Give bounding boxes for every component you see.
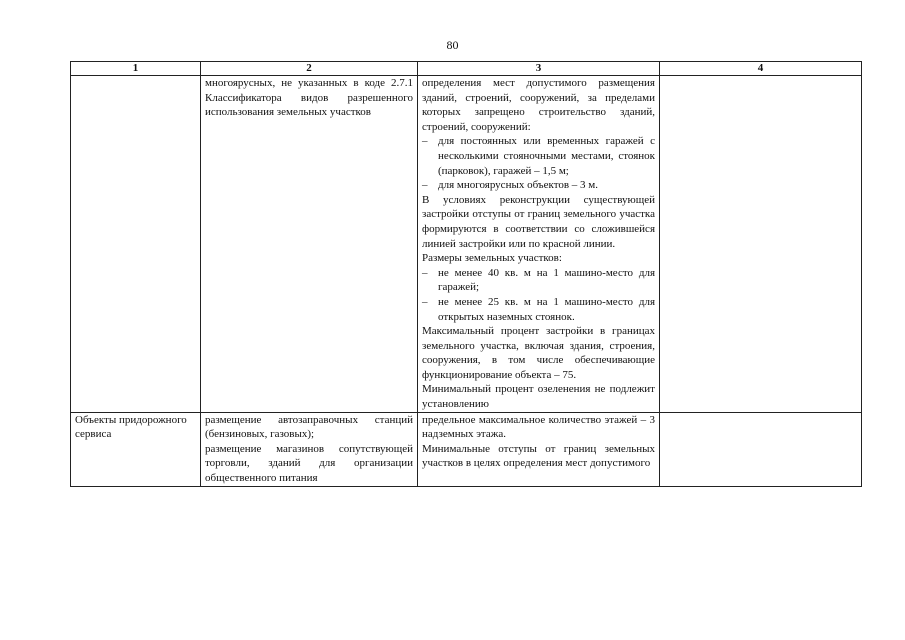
list-item-text: не менее 40 кв. м на 1 машино-место для гаражей; bbox=[438, 266, 655, 294]
cell-col-4 bbox=[660, 412, 862, 486]
dash-marker: – bbox=[422, 295, 428, 308]
document-table bbox=[70, 61, 862, 487]
header-col-1: 1 bbox=[71, 62, 201, 76]
table-row bbox=[71, 76, 862, 413]
cell-paragraph: размещение магазинов сопутствующей торговли, зданий для организации общественного питания bbox=[205, 442, 413, 485]
cell-col-1: Объекты придорожного сервиса bbox=[71, 412, 201, 486]
list-item bbox=[422, 134, 655, 178]
cell-paragraph: размещение автозаправочных станций (бензиновых, газовых); bbox=[205, 413, 413, 441]
cell-col-2 bbox=[201, 412, 418, 486]
cell-paragraph: многоярусных, не указанных в коде 2.7.1 Классификатора видов разрешенного использования земельных участков bbox=[205, 77, 413, 119]
cell-col-4 bbox=[660, 76, 862, 413]
cell-paragraph: определения мест допустимого размещения зданий, строений, сооружений, за пределами которых запрещено строительство зданий, строений, сооружений: bbox=[422, 77, 655, 133]
header-col-3: 3 bbox=[418, 62, 660, 76]
cell-col-2 bbox=[201, 76, 418, 413]
table-row bbox=[71, 412, 862, 486]
cell-paragraph: предельное максимальное количество этажей – 3 надземных этажа. bbox=[422, 413, 655, 441]
cell-col-3 bbox=[418, 412, 660, 486]
cell-paragraph: В условиях реконструкции существующей застройки отступы от границ земельного участка формируются в соответствии со сложившейся линией застройки или по красной линии. bbox=[422, 193, 655, 250]
list-item bbox=[422, 178, 655, 193]
header-col-2: 2 bbox=[201, 62, 418, 76]
cell-paragraph: Минимальные отступы от границ земельных участков в целях определения мест допустимого bbox=[422, 442, 655, 470]
cell-col-3 bbox=[418, 76, 660, 413]
dash-marker: – bbox=[422, 135, 428, 148]
cell-paragraph: Размеры земельных участков: bbox=[422, 252, 562, 265]
list-item-text: не менее 25 кв. м на 1 машино-место для открытых наземных стоянок. bbox=[438, 295, 655, 323]
cell-col-1 bbox=[71, 76, 201, 413]
dash-marker: – bbox=[422, 179, 428, 192]
list-item bbox=[422, 295, 655, 324]
header-col-4: 4 bbox=[660, 62, 862, 76]
page-number: 80 bbox=[446, 38, 459, 52]
dash-marker: – bbox=[422, 266, 428, 279]
cell-paragraph: Максимальный процент застройки в границах земельного участка, включая здания, строения, сооружения, в том числе обеспечивающие функционирование объекта – 75. bbox=[422, 325, 655, 381]
list-item-text: для постоянных или временных гаражей с несколькими стояночными местами, стоянок (парковок), гаражей – 1,5 м; bbox=[438, 135, 655, 177]
list-item-text: для многоярусных объектов – 3 м. bbox=[438, 179, 599, 192]
list-item bbox=[422, 266, 655, 295]
table-header-row bbox=[71, 62, 862, 76]
cell-paragraph: Минимальный процент озеленения не подлежит установлению bbox=[422, 383, 655, 411]
